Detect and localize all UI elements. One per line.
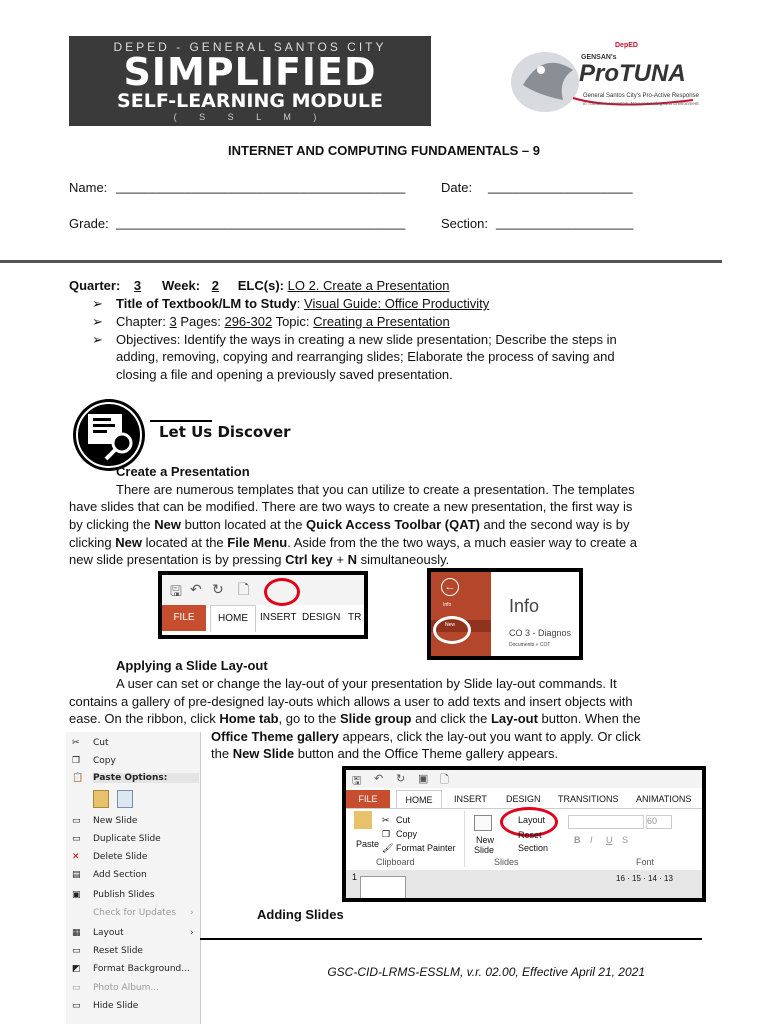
tab-file[interactable]: FILE bbox=[346, 790, 390, 808]
qat-bar bbox=[346, 770, 702, 788]
new-slide-icon: ▭ bbox=[72, 816, 81, 826]
text-run: ease. On the ribbon, click bbox=[69, 711, 220, 726]
tab-file[interactable]: FILE bbox=[162, 605, 206, 631]
paragraph-line: A user can set or change the lay-out of your presentation by Slide lay-out commands. It bbox=[116, 676, 617, 691]
undo-icon[interactable]: ↶ bbox=[190, 581, 202, 597]
submenu-arrow-icon: › bbox=[190, 908, 194, 918]
doc-name: CO 3 - Diagnos bbox=[509, 628, 572, 638]
highlight-circle bbox=[264, 578, 300, 606]
bullet-arrow-icon: ➢ bbox=[92, 296, 103, 311]
objectives-line-1: Objectives: Identify the ways in creating a new slide presentation; Describe the steps in bbox=[116, 332, 617, 347]
textbook-label: Title of Textbook/LM to Study bbox=[116, 296, 297, 311]
group-divider bbox=[464, 811, 465, 867]
topic-label: Topic: bbox=[275, 314, 310, 329]
name-label: Name: bbox=[69, 180, 108, 195]
save-icon[interactable]: 🖫 bbox=[170, 583, 182, 599]
reset-button[interactable]: Reset bbox=[518, 830, 542, 840]
bold-button[interactable]: B bbox=[574, 835, 581, 845]
bullet-arrow-icon: ➢ bbox=[92, 314, 103, 329]
tab-animations[interactable]: ANIMATIONS bbox=[636, 794, 692, 804]
ribbon-body bbox=[346, 808, 702, 871]
elc-value: LO 2. Create a Presentation bbox=[287, 278, 450, 293]
photo-album-icon: ▭ bbox=[72, 983, 81, 993]
tab-transitions[interactable]: TRANSITIONS bbox=[558, 794, 619, 804]
duplicate-icon: ▭ bbox=[72, 834, 81, 844]
protuna-logo bbox=[503, 40, 698, 125]
tab-transitions[interactable]: TR bbox=[348, 612, 362, 623]
paste-icon[interactable] bbox=[354, 811, 372, 829]
textbook-line: Title of Textbook/LM to Study: Visual Guide: Office Productivity bbox=[116, 296, 490, 311]
applying-layout-heading: Applying a Slide Lay-out bbox=[116, 658, 268, 673]
name-field[interactable]: ________________________________________ bbox=[116, 179, 406, 194]
underline-button[interactable]: U bbox=[606, 835, 613, 845]
tab-home[interactable]: HOME bbox=[210, 605, 256, 632]
delete-icon: ✕ bbox=[72, 852, 80, 862]
back-arrow-icon[interactable]: ← bbox=[441, 578, 459, 596]
paste-keep-format-icon[interactable] bbox=[93, 790, 109, 808]
slide-number: 1 bbox=[352, 872, 358, 882]
copy-icon: ❐ bbox=[72, 756, 81, 766]
paragraph-line: have slides that can be modified. There are two ways to create a new presentation, the first way is bbox=[69, 499, 633, 514]
week-label: Week: bbox=[162, 278, 201, 293]
text-run: new slide presentation is by pressing bbox=[69, 552, 286, 567]
grade-label: Grade: bbox=[69, 216, 109, 231]
logo-tagline-2: in Turbulent, Uncertain, New and Ambiguous Environment bbox=[583, 101, 699, 106]
undo-icon[interactable]: ↶ bbox=[374, 773, 384, 785]
menu-item-photo-album: Photo Album... bbox=[93, 983, 159, 993]
ribbon-screenshot bbox=[342, 766, 706, 902]
text-run: + bbox=[332, 552, 348, 567]
text-run: button. When the bbox=[537, 711, 641, 726]
text-run: Lay-out bbox=[490, 711, 538, 726]
chapter-label: Chapter: bbox=[116, 314, 166, 329]
hide-slide-icon: ▭ bbox=[72, 1001, 81, 1011]
menu-item-hide-slide[interactable]: Hide Slide bbox=[93, 1001, 139, 1011]
create-presentation-heading: Create a Presentation bbox=[116, 464, 250, 479]
layout-button[interactable]: Layout bbox=[518, 815, 546, 825]
logo-gensan: GENSAN's bbox=[581, 54, 617, 61]
section-field[interactable]: ___________________ bbox=[496, 215, 634, 230]
doc-path: Documents » COT bbox=[509, 642, 551, 648]
paste-picture-icon[interactable] bbox=[117, 790, 133, 808]
logo-name: ProTUNA bbox=[579, 60, 686, 87]
file-sidebar bbox=[431, 572, 491, 656]
new-file-icon[interactable]: 🗋 bbox=[440, 774, 449, 786]
text-run: N bbox=[347, 552, 357, 567]
paste-options-label: Paste Options: bbox=[93, 773, 199, 783]
section-label: Section: bbox=[441, 216, 488, 231]
strikethrough-button[interactable]: S bbox=[622, 835, 629, 845]
module-banner bbox=[69, 36, 431, 126]
text-run: Office Theme gallery bbox=[211, 729, 339, 744]
group-clipboard: Clipboard bbox=[376, 857, 415, 867]
new-file-icon[interactable]: 🗋 bbox=[238, 581, 250, 597]
new-slide-button[interactable]: New bbox=[476, 835, 495, 845]
format-background-icon: ◩ bbox=[72, 964, 81, 974]
elc-label: ELC(s): bbox=[237, 278, 284, 293]
text-run: New bbox=[154, 517, 181, 532]
textbook-value: Visual Guide: Office Productivity bbox=[304, 296, 490, 311]
paragraph-line: contains a gallery of pre-designed lay-outs which allows a user to add texts and insert objects with bbox=[69, 694, 633, 709]
pages-value: 296-302 bbox=[224, 314, 273, 329]
tab-design[interactable]: DESIGN bbox=[302, 612, 341, 623]
menu-item-layout[interactable]: Layout bbox=[93, 928, 124, 938]
paragraph-line bbox=[211, 728, 641, 746]
ruler: 16 · 15 · 14 · 13 bbox=[616, 874, 673, 883]
file-menu-screenshot bbox=[427, 568, 583, 660]
logo-tagline: General Santos City's Pro-Active Response bbox=[583, 93, 699, 99]
scissors-icon: ✂ bbox=[72, 738, 80, 748]
font-name-dropdown[interactable] bbox=[568, 815, 644, 829]
text-run: button and the Office Theme gallery appears. bbox=[294, 746, 559, 761]
new-slide-icon bbox=[474, 815, 492, 831]
menu-item-delete-slide[interactable]: Delete Slide bbox=[93, 852, 148, 862]
italic-button[interactable]: I bbox=[590, 835, 593, 845]
quarter-line bbox=[69, 277, 449, 295]
redo-icon[interactable]: ↻ bbox=[212, 581, 224, 597]
document-title: INTERNET AND COMPUTING FUNDAMENTALS – 9 bbox=[228, 143, 540, 158]
quarter-value: 3 bbox=[133, 278, 142, 293]
copy-icon: ❐ bbox=[382, 829, 391, 839]
text-run: button located at the bbox=[181, 517, 307, 532]
banner-subtitle: SELF-LEARNING MODULE bbox=[117, 90, 383, 112]
chapter-value: 3 bbox=[169, 314, 177, 329]
text-run: New Slide bbox=[232, 746, 295, 761]
cut-button[interactable]: Cut bbox=[396, 815, 411, 825]
text-run: by clicking the bbox=[69, 517, 155, 532]
scissors-icon: ✂ bbox=[382, 815, 390, 825]
text-run: File Menu bbox=[227, 535, 288, 550]
qat-bar bbox=[162, 575, 364, 605]
paragraph-line: There are numerous templates that you can utilize to create a presentation. The templates bbox=[116, 482, 635, 497]
menu-item-publish-slides[interactable]: Publish Slides bbox=[93, 890, 155, 900]
week-value: 2 bbox=[211, 278, 219, 293]
submenu-arrow-icon: › bbox=[190, 928, 194, 938]
objectives-line-2: adding, removing, copying and rearranging slides; Elaborate the process of saving and bbox=[116, 349, 615, 364]
copy-button[interactable]: Copy bbox=[396, 829, 418, 839]
tab-design[interactable]: DESIGN bbox=[506, 794, 541, 804]
paste-button[interactable]: Paste bbox=[356, 839, 380, 849]
footer-text: GSC-CID-LRMS-ESSLM, v.r. 02.00, Effective April 21, 2021 bbox=[327, 965, 645, 979]
group-font: Font bbox=[636, 857, 655, 867]
section-heading-discover: Let Us Discover bbox=[159, 423, 291, 441]
section-button[interactable]: Section bbox=[518, 843, 549, 853]
font-size-dropdown[interactable]: 60 bbox=[646, 815, 672, 829]
objectives-line-3: closing a file and opening a previously saved presentation. bbox=[116, 367, 453, 382]
menu-item-reset-slide[interactable]: Reset Slide bbox=[93, 946, 143, 956]
slide-thumbnail[interactable] bbox=[360, 876, 406, 900]
group-slides: Slides bbox=[494, 857, 519, 867]
banner-acronym: ( S S L M ) bbox=[173, 112, 327, 122]
quarter-label: Quarter: bbox=[69, 278, 121, 293]
text-run: located at the bbox=[141, 535, 228, 550]
text-run: Ctrl key bbox=[285, 552, 333, 567]
text-run: the bbox=[211, 746, 233, 761]
menu-item-format-background[interactable]: Format Background... bbox=[93, 964, 190, 974]
menu-item-copy[interactable]: Copy bbox=[93, 756, 116, 766]
tab-home[interactable]: HOME bbox=[396, 790, 442, 809]
menu-item-duplicate-slide[interactable]: Duplicate Slide bbox=[93, 834, 161, 844]
text-run: and the second way is by bbox=[479, 517, 630, 532]
format-painter-button[interactable]: Format Painter bbox=[396, 843, 456, 853]
text-run: appears, click the lay-out you want to apply. Or click bbox=[338, 729, 641, 744]
grade-field[interactable]: ________________________________________ bbox=[116, 215, 406, 230]
highlight-circle bbox=[433, 616, 471, 644]
qat-screenshot bbox=[158, 571, 368, 639]
date-field[interactable]: ____________________ bbox=[488, 179, 633, 194]
paragraph-line bbox=[69, 551, 449, 569]
text-run: . Aside from the the two ways, a much easier way to create a bbox=[287, 535, 637, 550]
clipboard-icon: 📋 bbox=[72, 773, 84, 783]
date-label: Date: bbox=[441, 180, 473, 195]
format-painter-icon: 🖌 bbox=[382, 843, 394, 853]
menu-item-cut[interactable]: Cut bbox=[93, 738, 109, 748]
text-run: and click the bbox=[411, 711, 491, 726]
sidebar-item-info[interactable]: Info bbox=[443, 602, 452, 608]
text-run: Quick Access Toolbar (QAT) bbox=[306, 517, 480, 532]
footer-rule bbox=[200, 938, 702, 940]
text-run: clicking bbox=[69, 535, 116, 550]
info-title: Info bbox=[509, 596, 540, 616]
menu-item-check-updates: Check for Updates bbox=[93, 908, 177, 918]
new-slide-label: Slide bbox=[474, 845, 495, 855]
tab-insert[interactable]: INSERT bbox=[260, 612, 297, 623]
publish-icon: ▣ bbox=[72, 890, 81, 900]
discover-rule bbox=[150, 420, 212, 422]
bullet-arrow-icon: ➢ bbox=[92, 332, 103, 347]
slideshow-icon[interactable]: ▣ bbox=[418, 773, 429, 785]
text-run: Home tab bbox=[219, 711, 279, 726]
save-icon[interactable]: 🖫 bbox=[352, 775, 362, 787]
paragraph-line bbox=[69, 534, 637, 552]
sidebar-item-new[interactable]: New bbox=[445, 622, 456, 628]
menu-item-add-section[interactable]: Add Section bbox=[93, 870, 147, 880]
text-run: simultaneously. bbox=[356, 552, 450, 567]
adding-slides-heading: Adding Slides bbox=[257, 907, 344, 922]
divider bbox=[0, 260, 722, 263]
redo-icon[interactable]: ↻ bbox=[396, 773, 406, 785]
reset-icon: ▭ bbox=[72, 946, 81, 956]
text-run: , go to the bbox=[278, 711, 340, 726]
menu-item-new-slide[interactable]: New Slide bbox=[93, 816, 138, 826]
pages-label: Pages: bbox=[180, 314, 221, 329]
text-run: New bbox=[115, 535, 142, 550]
text-run: Slide group bbox=[339, 711, 412, 726]
paragraph-line bbox=[211, 745, 558, 763]
banner-title: SIMPLIFIED bbox=[123, 50, 377, 94]
layout-icon: ▦ bbox=[72, 928, 81, 938]
paragraph-line bbox=[69, 710, 641, 728]
chapter-line bbox=[116, 313, 450, 330]
context-menu bbox=[66, 732, 201, 1024]
banner-division: DEPED - GENERAL SANTOS CITY bbox=[113, 40, 387, 54]
section-icon: ▤ bbox=[72, 870, 81, 880]
slide-pane bbox=[346, 870, 702, 898]
topic-value: Creating a Presentation bbox=[313, 314, 450, 329]
deped-mark: DepED bbox=[615, 42, 638, 49]
paragraph-line bbox=[69, 516, 630, 534]
tab-insert[interactable]: INSERT bbox=[454, 794, 487, 804]
